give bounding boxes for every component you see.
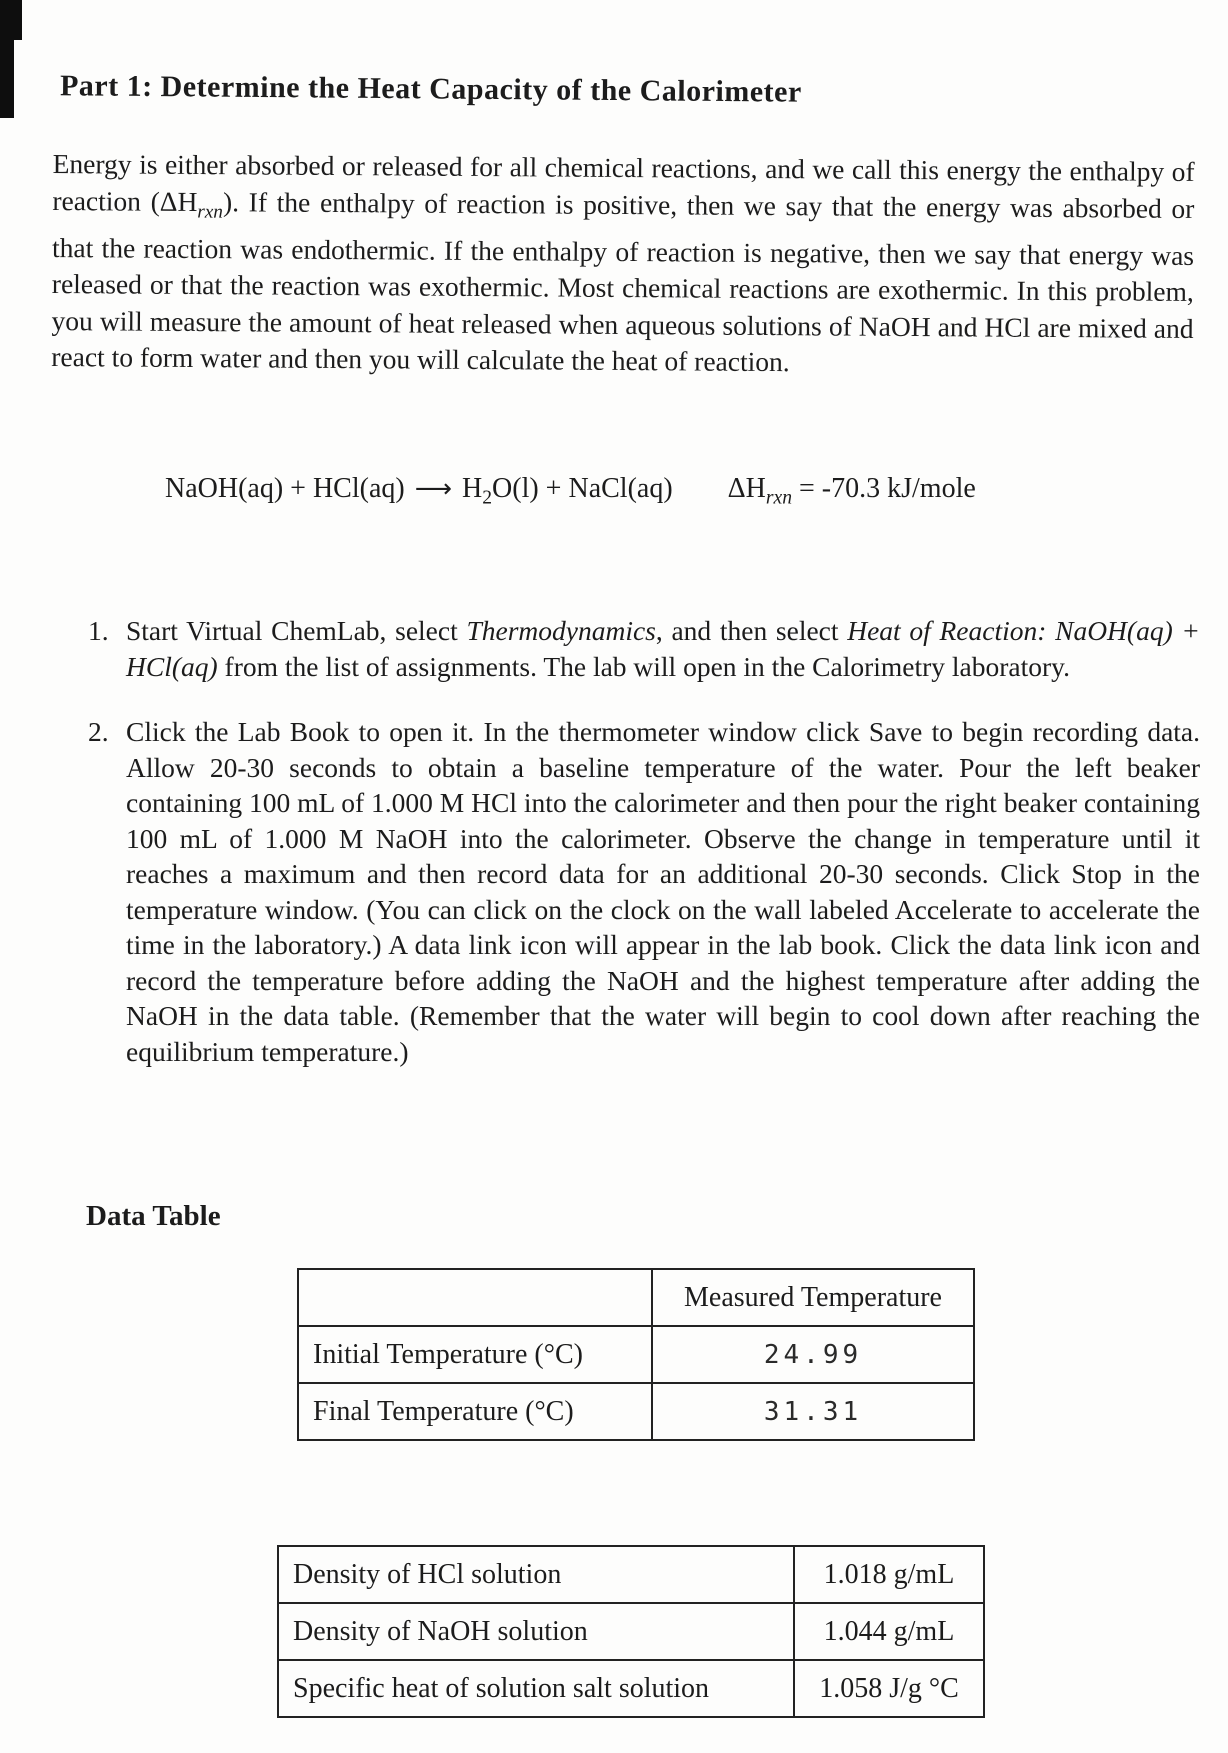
- instruction-list: [88, 613, 1200, 1099]
- table-cell-label: Density of HCl solution: [278, 1546, 794, 1603]
- instruction-step: [88, 714, 1200, 1069]
- step-text: [126, 613, 1200, 684]
- table-cell-label: Specific heat of solution salt solution: [278, 1660, 794, 1717]
- instruction-step: [88, 613, 1200, 684]
- intro-text-2: ). If the enthalpy of reaction is positive, then we say that the energy was absorbed or that the reaction was endothermic. If the enthalpy of reaction is negative, then we say that energy was released or that the reaction was exothermic. Most chemical reactions are exothermic. In this problem, you will measure the amount of heat released when aqueous solutions of NaOH and HCl are mixed and react to form water and then you will calculate the heat of reaction.: [51, 185, 1195, 378]
- step-number: 1.: [88, 615, 109, 646]
- equation-products: O(l) + NaCl(aq): [492, 473, 673, 504]
- equation-reactants: NaOH(aq) + HCl(aq): [165, 473, 405, 504]
- temperature-table: [297, 1268, 975, 1441]
- data-table-title: Data Table: [86, 1200, 221, 1232]
- intro-text-1: Energy is either absorbed or released for all chemical reactions, and we call this energy the enthalpy of reaction (ΔH: [52, 148, 1195, 217]
- step1-text-thermodynamics: Thermodynamics: [466, 615, 656, 646]
- reaction-arrow-icon: ⟶: [414, 474, 452, 504]
- table-row: [298, 1326, 974, 1383]
- table-row: [278, 1660, 984, 1717]
- equation-subscript-2: 2: [482, 487, 493, 509]
- table-row: [298, 1269, 974, 1326]
- table-header: Measured Temperature: [652, 1269, 974, 1326]
- table-cell-value: 1.018 g/mL: [794, 1546, 984, 1603]
- table-cell-value: 1.044 g/mL: [794, 1603, 984, 1660]
- reaction-equation: [165, 473, 1115, 510]
- intro-paragraph: [51, 146, 1195, 383]
- enthalpy-value: = -70.3 kJ/mole: [792, 473, 976, 504]
- intro-rxn-subscript: rxn: [197, 201, 224, 223]
- table-cell-empty: [298, 1269, 652, 1326]
- table-row: [278, 1546, 984, 1603]
- step1-text-a: Start Virtual ChemLab, select: [126, 615, 467, 646]
- step-text: Click the Lab Book to open it. In the thermometer window click Save to begin recording data. Allow 20-30 seconds to obtain a baseline temperature of the water. Pour the left beaker containing 100 mL of 1.000 M HCl into the calorimeter and then pour the right beaker containing 100 mL of 1.000 M NaOH into the calorimeter. Observe the change in temperature until it reaches a maximum and then record data for an additional 20-30 seconds. Click Stop in the temperature window. (You can click on the clock on the wall labeled Accelerate to accelerate the time in the laboratory.) A data link icon will appear in the lab book. Click the data link icon and record the temperature before adding the NaOH and the highest temperature after adding the NaOH in the data table. (Remember that the water will begin to cool down after reaching the equilibrium temperature.): [126, 716, 1200, 1067]
- table-cell-value: 1.058 J/g °C: [794, 1660, 984, 1717]
- handwritten-value: 31.31: [652, 1383, 974, 1440]
- table-cell-label: Density of NaOH solution: [278, 1603, 794, 1660]
- step1-text-e: from the list of assignments. The lab will open in the Calorimetry laboratory.: [217, 650, 1070, 682]
- handwritten-value: 24.99: [652, 1326, 974, 1383]
- equation-products-h: H: [462, 473, 483, 504]
- table-row: [298, 1383, 974, 1440]
- properties-table: [277, 1545, 985, 1718]
- scan-corner-shadow: [0, 0, 22, 40]
- step-number: 2.: [88, 716, 109, 747]
- table-cell-label: Final Temperature (°C): [298, 1383, 652, 1440]
- enthalpy-symbol: ΔH: [727, 473, 766, 504]
- enthalpy-subscript: rxn: [765, 487, 793, 509]
- table-cell-label: Initial Temperature (°C): [298, 1326, 652, 1383]
- step1-text-assignment: Heat of Reaction: NaOH(aq) + HCl(aq): [126, 615, 1200, 682]
- step1-text-c: , and then select: [655, 615, 848, 646]
- table-row: [278, 1603, 984, 1660]
- page-title: Part 1: Determine the Heat Capacity of the Calorimeter: [59, 69, 802, 109]
